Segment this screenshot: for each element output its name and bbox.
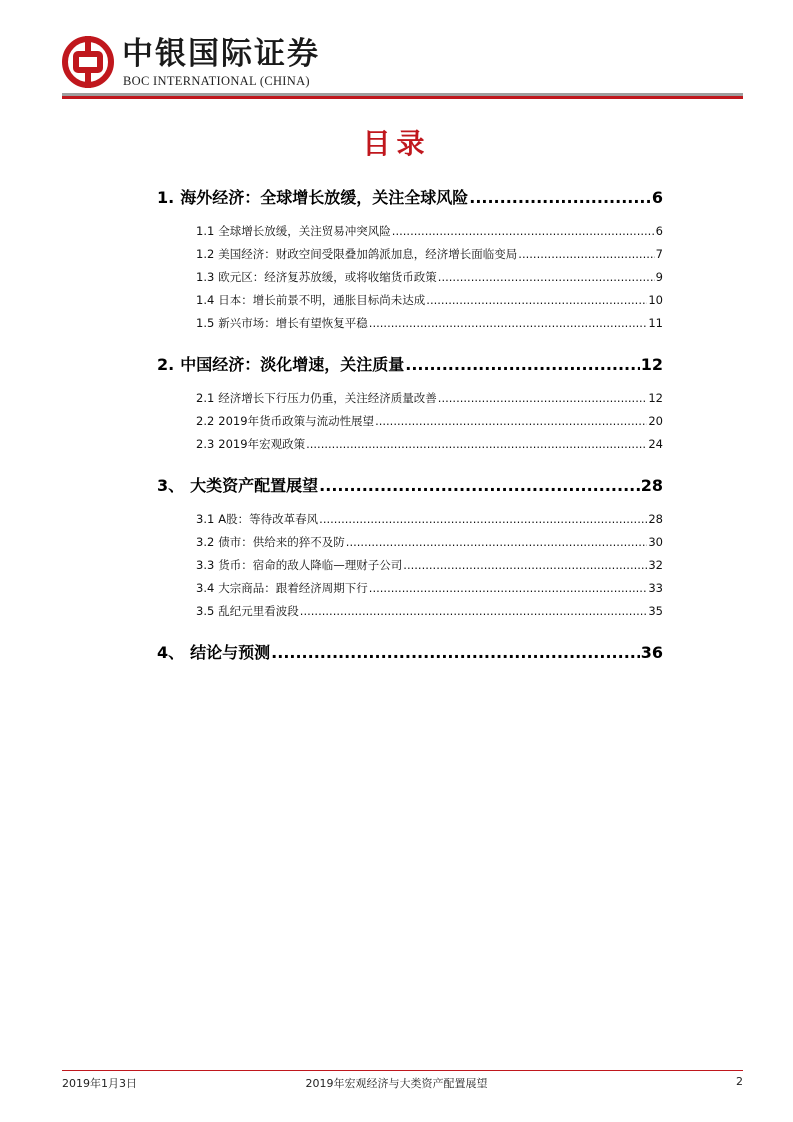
- toc-section-label: 海外经济：全球增长放缓，关注全球风险: [180, 188, 469, 207]
- toc-leader: [438, 391, 648, 405]
- toc-subsection-label: 经济增长下行压力仍重，关注经济质量改善: [218, 391, 437, 405]
- footer-date: 2019年1月3日: [62, 1077, 137, 1090]
- toc-leader: [405, 355, 640, 374]
- toc-subsection-label: 日本：增长前景不明，通胀目标尚未达成: [218, 293, 426, 307]
- toc-subsection-page: 7: [655, 247, 663, 261]
- toc-leader: [392, 224, 655, 238]
- toc-subsection-page: 6: [655, 224, 663, 238]
- toc-title: 目录: [362, 127, 431, 160]
- toc-section-label: 中国经济：淡化增速，关注质量: [180, 355, 405, 374]
- toc-leader: [306, 437, 647, 451]
- toc-subsection-number: 2.3: [196, 437, 215, 451]
- toc-section[interactable]: [153, 185, 663, 209]
- toc-leader: [426, 293, 647, 307]
- page-header: [62, 34, 743, 100]
- toc-leader: [271, 643, 640, 662]
- toc-subsection[interactable]: [153, 580, 663, 603]
- toc-subsection[interactable]: [153, 223, 663, 246]
- toc-subsection-number: 3.4: [196, 581, 215, 595]
- toc-subsection-number: 2.2: [196, 414, 215, 428]
- toc-subsection-number: 1.2: [196, 247, 215, 261]
- toc-subsection-page: 30: [648, 535, 663, 549]
- footer-page-number: 2: [736, 1075, 743, 1088]
- toc-subsection-label: 全球增长放缓，关注贸易冲突风险: [218, 224, 391, 238]
- toc-subsection-number: 3.1: [196, 512, 215, 526]
- toc-section[interactable]: [153, 640, 663, 664]
- toc-section-page: 28: [640, 476, 663, 495]
- toc-subsection-label: 货币：宿命的敌人降临—理财子公司: [218, 558, 403, 572]
- toc-section-label: 大类资产配置展望: [190, 476, 319, 495]
- toc-subsection-label: 新兴市场：增长有望恢复平稳: [218, 316, 368, 330]
- toc-section-number: 1.: [157, 188, 175, 207]
- toc-subsection-page: 32: [648, 558, 663, 572]
- toc-section[interactable]: [153, 473, 663, 497]
- toc-leader: [369, 581, 648, 595]
- toc-subsection-page: 35: [648, 604, 663, 618]
- toc-leader: [319, 476, 640, 495]
- toc-subsection-page: 20: [648, 414, 663, 428]
- header-rule-red: [62, 96, 743, 99]
- toc-subsection-page: 9: [655, 270, 663, 284]
- toc-leader: [369, 316, 648, 330]
- toc-subsection-page: 10: [648, 293, 663, 307]
- toc-section[interactable]: [153, 352, 663, 376]
- toc-leader: [375, 414, 647, 428]
- brand-name-cn: 中银国际证券: [122, 36, 320, 72]
- toc-subsection[interactable]: [153, 246, 663, 269]
- toc-section-page: 36: [640, 643, 663, 662]
- toc-subsection[interactable]: [153, 292, 663, 315]
- toc-subsection-label: 2019年宏观政策: [218, 437, 306, 451]
- boc-logo-icon: [62, 36, 114, 88]
- toc-section-number: 2.: [157, 355, 175, 374]
- toc-leader: [300, 604, 648, 618]
- toc-subsection-label: A股：等待改革春风: [218, 512, 319, 526]
- toc-subsection-page: 12: [648, 391, 663, 405]
- toc-section-page: 6: [651, 188, 663, 207]
- toc-subsection[interactable]: [153, 603, 663, 626]
- toc-subsection-number: 1.5: [196, 316, 215, 330]
- toc-subsection[interactable]: [153, 413, 663, 436]
- toc-subsection-number: 2.1: [196, 391, 215, 405]
- toc-leader: [346, 535, 648, 549]
- toc-subsection[interactable]: [153, 511, 663, 534]
- toc-subsection-number: 1.3: [196, 270, 215, 284]
- table-of-contents: [153, 185, 663, 664]
- toc-subsection[interactable]: [153, 390, 663, 413]
- toc-subsection-number: 1.4: [196, 293, 215, 307]
- toc-subsection[interactable]: [153, 557, 663, 580]
- toc-subsection-page: 33: [648, 581, 663, 595]
- toc-subsection-page: 28: [648, 512, 663, 526]
- toc-subsection-page: 24: [648, 437, 663, 451]
- footer-rule: [62, 1070, 743, 1071]
- toc-subsection-number: 3.2: [196, 535, 215, 549]
- toc-subsection[interactable]: [153, 269, 663, 292]
- brand-name-en: BOC INTERNATIONAL (CHINA): [123, 74, 310, 88]
- toc-subsection-label: 乱纪元里看波段: [218, 604, 299, 618]
- toc-leader: [469, 188, 651, 207]
- toc-subsection-number: 3.5: [196, 604, 215, 618]
- toc-subsection-number: 3.3: [196, 558, 215, 572]
- toc-subsection-label: 欧元区：经济复苏放缓，或将收缩货币政策: [218, 270, 437, 284]
- toc-subsection-label: 大宗商品：跟着经济周期下行: [218, 581, 368, 595]
- toc-leader: [403, 558, 647, 572]
- toc-subsection[interactable]: [153, 315, 663, 338]
- toc-section-number: 3、: [157, 476, 185, 495]
- toc-subsection-label: 美国经济：财政空间受限叠加鸽派加息，经济增长面临变局: [218, 247, 518, 261]
- toc-section-page: 12: [640, 355, 663, 374]
- toc-leader: [518, 247, 654, 261]
- toc-leader: [438, 270, 655, 284]
- toc-leader: [319, 512, 647, 526]
- toc-subsection-label: 2019年货币政策与流动性展望: [218, 414, 375, 428]
- toc-section-number: 4、: [157, 643, 185, 662]
- toc-subsection-page: 11: [648, 316, 663, 330]
- toc-subsection-label: 债市：供给来的猝不及防: [218, 535, 345, 549]
- footer-doc-title: 2019年宏观经济与大类资产配置展望: [305, 1077, 488, 1090]
- toc-section-label: 结论与预测: [190, 643, 271, 662]
- toc-subsection-number: 1.1: [196, 224, 215, 238]
- toc-subsection[interactable]: [153, 534, 663, 557]
- toc-subsection[interactable]: [153, 436, 663, 459]
